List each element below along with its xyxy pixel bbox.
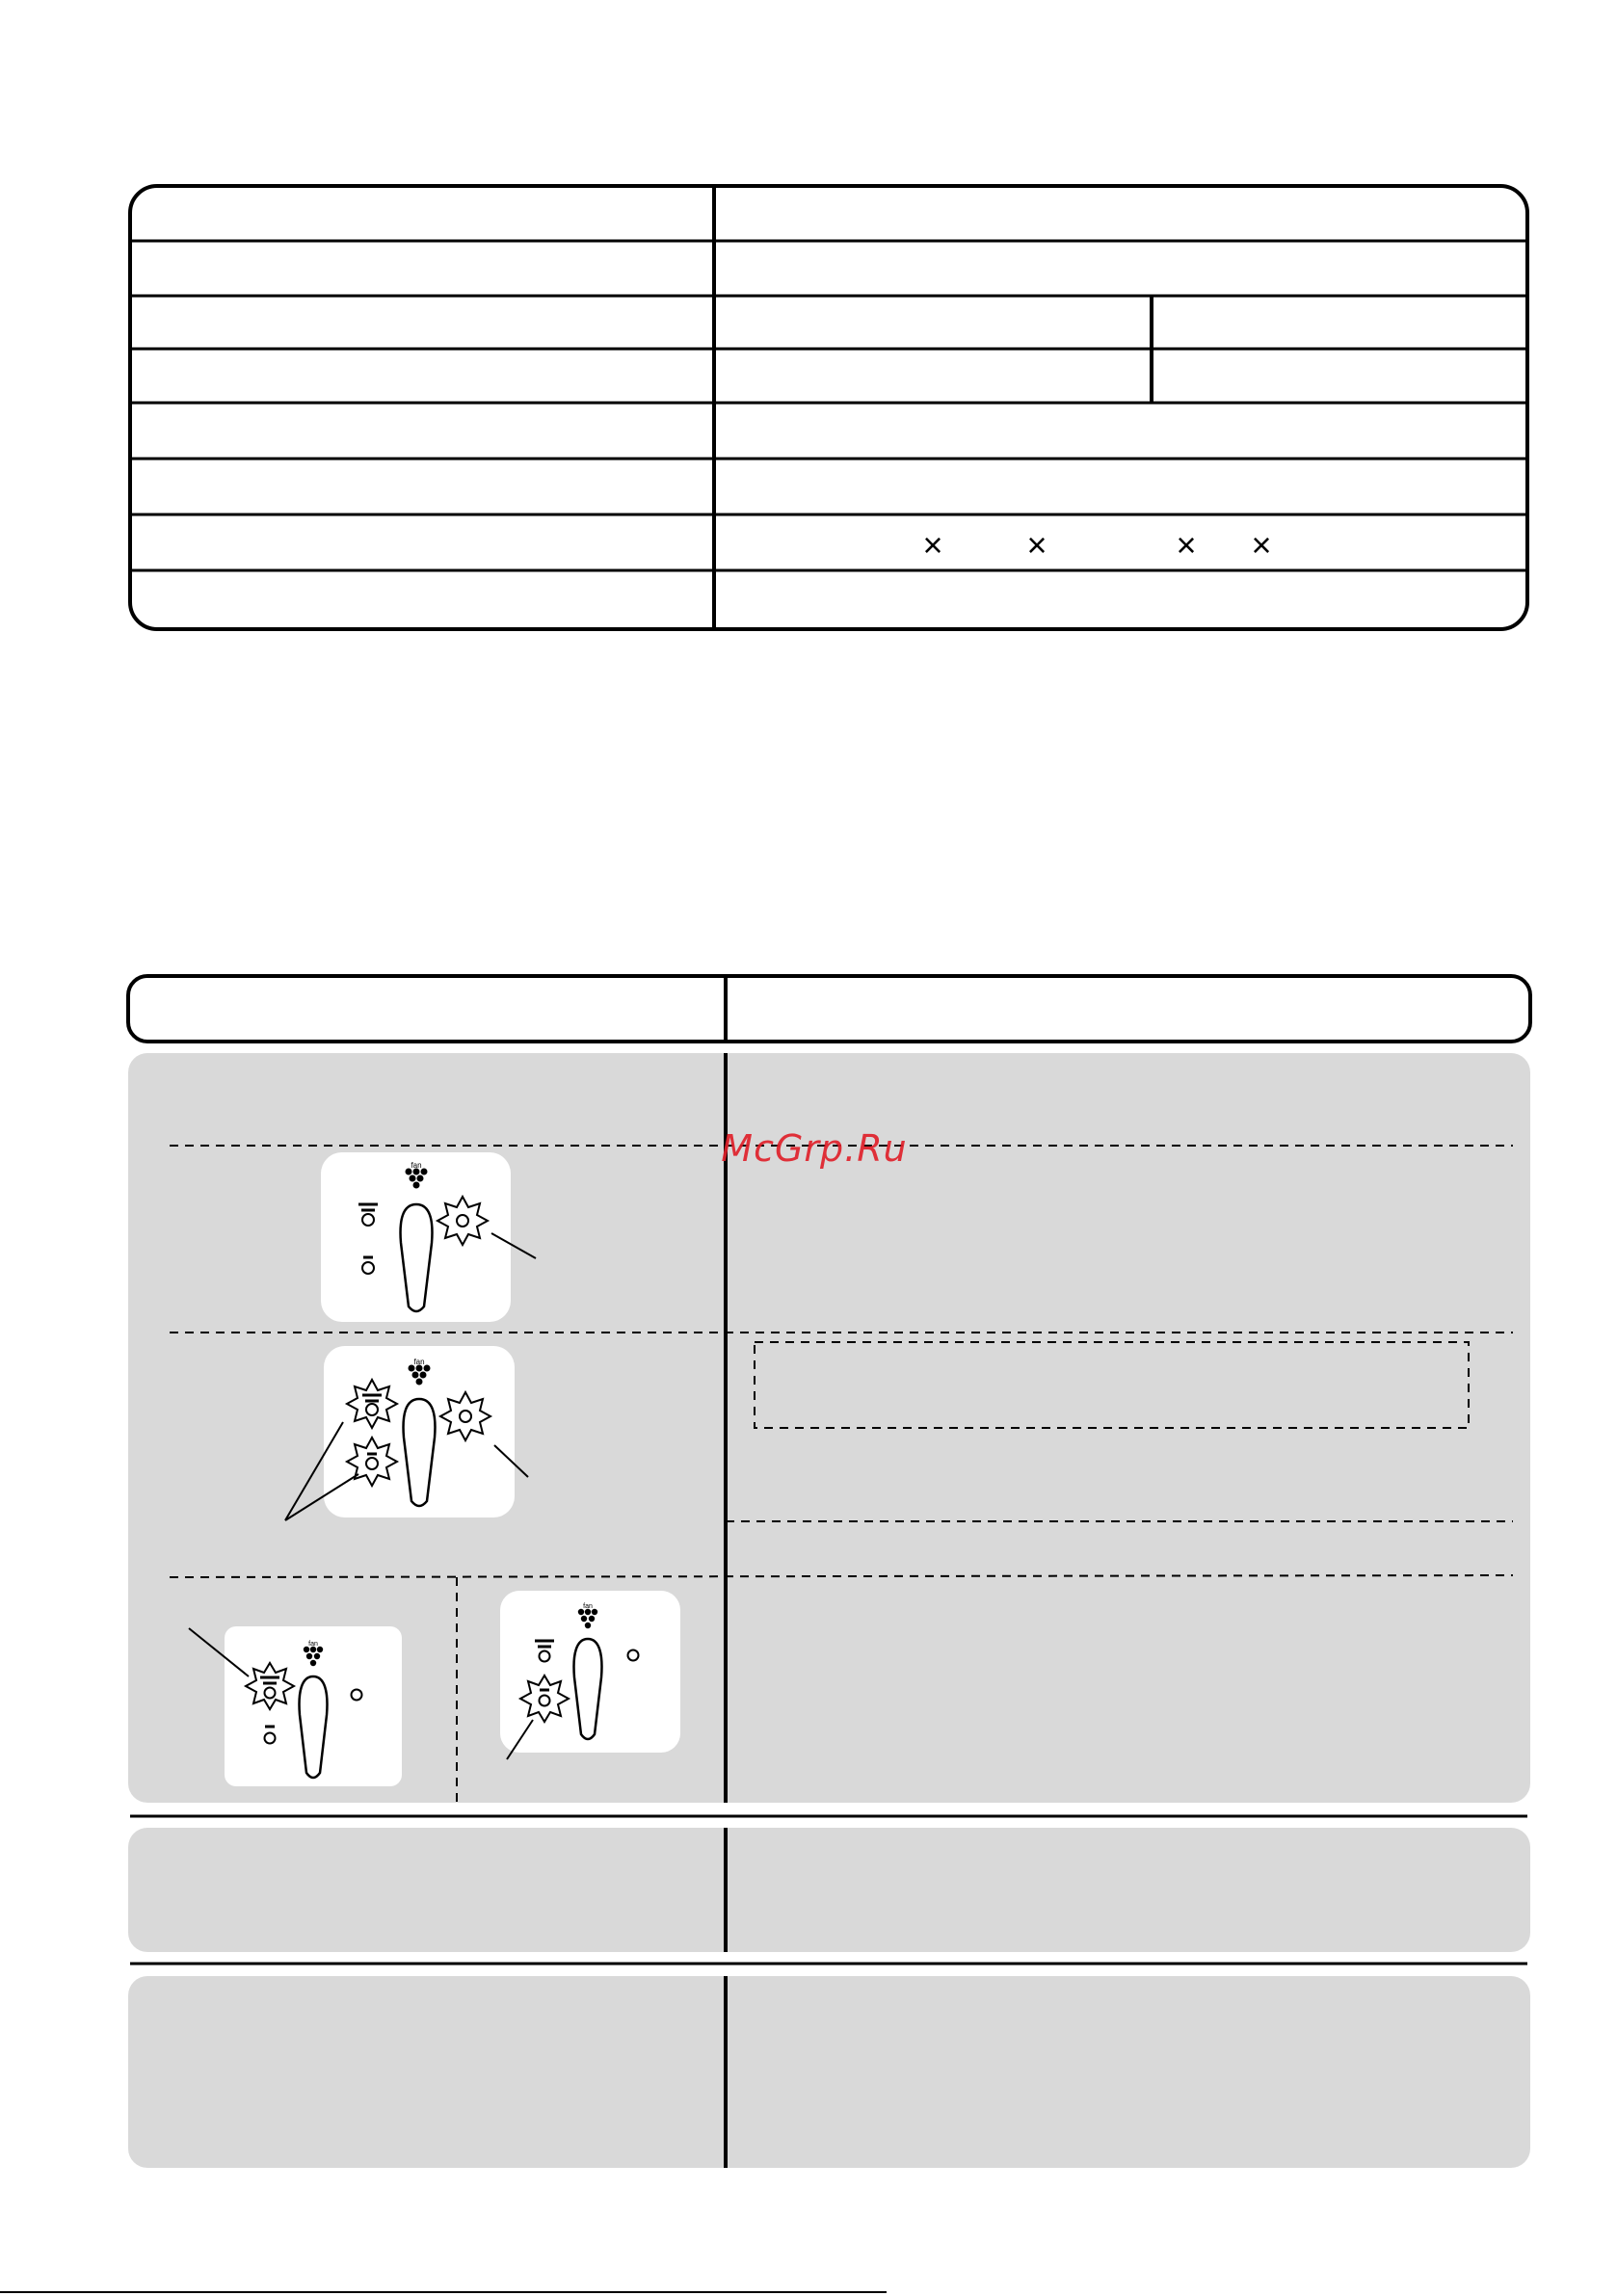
spec-table — [130, 186, 1527, 629]
spec-table-frame — [130, 186, 1527, 629]
control-panel-card — [324, 1346, 515, 1517]
led-indicator — [628, 1650, 639, 1661]
led-indicator — [362, 1214, 374, 1226]
led-indicator — [460, 1411, 471, 1422]
fan-label: fan — [413, 1358, 425, 1366]
led-indicator — [265, 1688, 276, 1699]
led-indicator — [265, 1733, 276, 1744]
fan-label: fan — [308, 1641, 318, 1648]
led-indicator — [362, 1262, 374, 1274]
led-indicator — [366, 1458, 378, 1469]
footer-line — [0, 2291, 887, 2293]
multiply-sign: × — [1026, 525, 1047, 565]
control-panel-card — [321, 1152, 511, 1322]
control-panel-illustration — [500, 1591, 680, 1759]
multiply-sign: × — [1176, 525, 1197, 565]
multiply-sign: × — [1251, 525, 1272, 565]
blinking-led-icon — [246, 1663, 294, 1709]
multiply-signs — [922, 525, 1271, 565]
control-panel-illustration — [321, 1152, 536, 1322]
led-indicator — [540, 1651, 550, 1662]
panel-background — [128, 1976, 1530, 2168]
trouble-table-header — [128, 976, 1530, 1042]
fan-label: fan — [583, 1603, 593, 1610]
watermark: McGrp.Ru — [721, 1127, 908, 1170]
panel-background — [128, 1828, 1530, 1952]
fan-label: fan — [411, 1161, 422, 1170]
header-frame — [128, 976, 1530, 1042]
led-indicator — [457, 1215, 468, 1227]
multiply-sign: × — [922, 525, 943, 565]
led-indicator — [352, 1690, 362, 1701]
led-indicator — [366, 1404, 378, 1415]
led-indicator — [540, 1696, 550, 1706]
